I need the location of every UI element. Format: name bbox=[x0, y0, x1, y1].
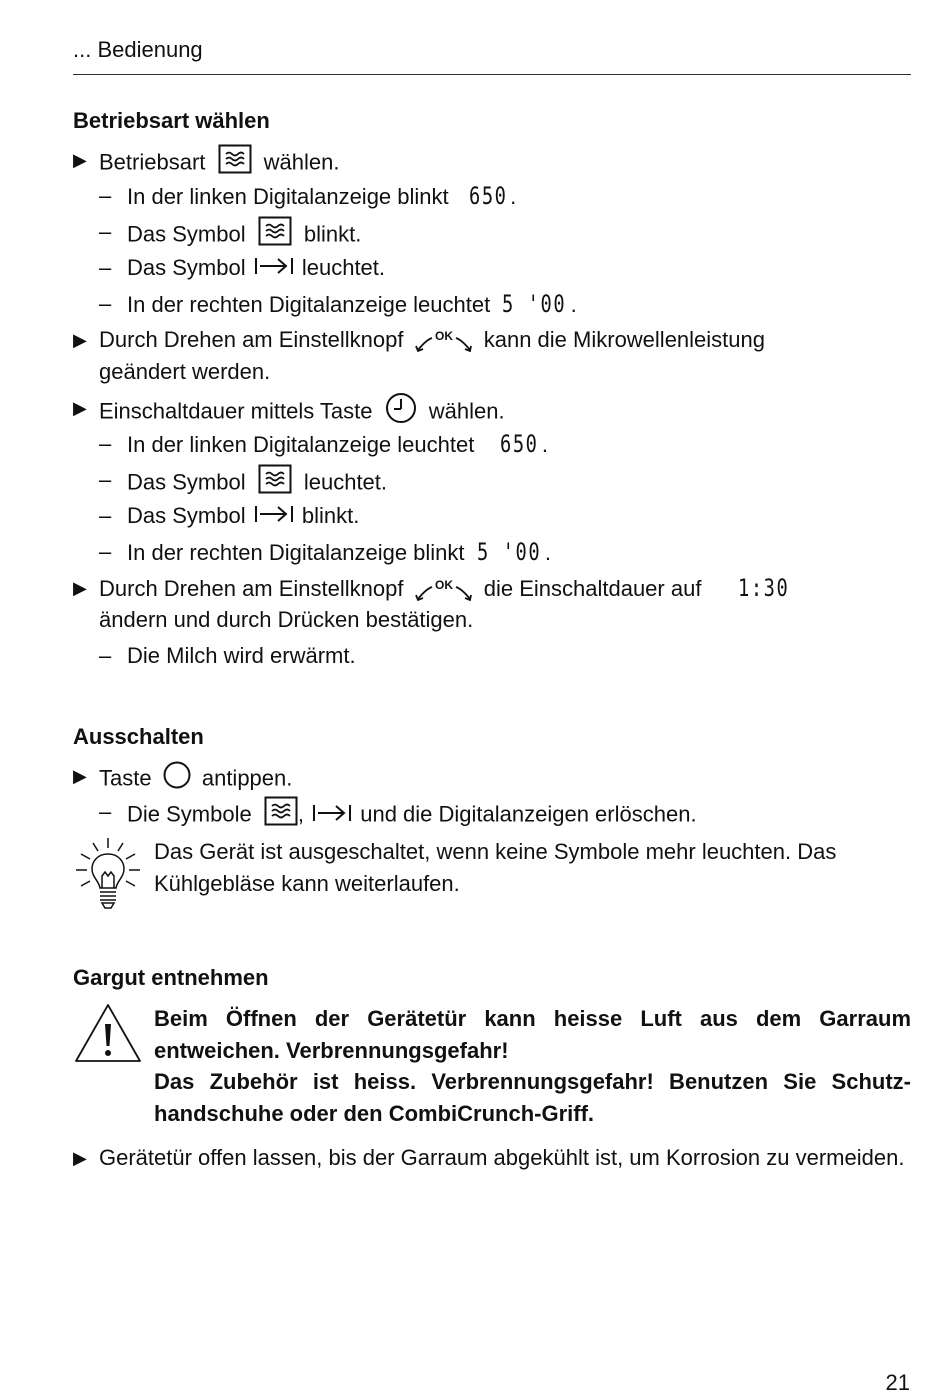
step-knob-duration: Durch Drehen am Einstellknopf OK die Einschaltdauer auf 1:30 bbox=[99, 574, 789, 602]
duration-arrow-icon bbox=[254, 253, 294, 285]
sub-step-symbols-off: Die Symbole , und die Digitalanzeigen erlöschen. bbox=[127, 796, 697, 835]
step-knob-power: Durch Drehen am Einstellknopf OK kann die Mikrowellenleistung bbox=[99, 324, 911, 356]
sub-step-left-display-blink: In der linken Digitalanzeige blinkt 650 . bbox=[127, 182, 517, 210]
sub-step-duration-blink: Das Symbol blinkt. bbox=[127, 500, 359, 533]
manual-page: ... Bedienung Betriebsart wählen ▶ Betriebsart wählen. – In der linken Digitalanzeige blinkt 650 . – Das Symbol blinkt. – Das Symbol leuchtet. – In der rechten Digitalanzeige leuchtet 5 '00 . ▶ Durch Drehen am Einstellknopf OK kann die Mikrowellenleistung geändert werden. ▶ Einschaltdauer mittels Taste wählen. – In der linken Digitalanzeige leuchtet 650 . – Das Symbol leuchtet. – Das Symbol blinkt. – In der rechten Digitalanzeige blinkt 5 '00 . ▶ Durch Drehen am Einstellknopf OK die Einschaltdauer auf 1:30 ändern und durch Drücken bestätigen. – Die Milch wird erwärmt. Ausschalten ▶ Taste antippen. – Die Symbole , und die Digitalanzeigen erlöschen. Das Gerät ist ausgeschaltet, wenn keine Symbole mehr leuchten. Das Kühlgebläse kann weiterlaufen. Gargut entnehmen Beim Öffnen der Gerätetür kann heisse Luft aus dem Garraum entweichen. Verbrennungsgefahr! Das Zubehör ist heiss. Verbrennungsgefahr! Benutzen Sie Schutz-handschuhe oder den CombiCrunch-Griff. ▶ Gerätetür offen lassen, bis der Garraum abgekühlt ist, um Korrosion zu vermeiden. 21 bbox=[0, 0, 950, 1388]
digital-display-value: 1:30 bbox=[737, 574, 789, 602]
duration-arrow-icon bbox=[312, 800, 352, 832]
digital-display-value: 5 '00 bbox=[476, 538, 541, 566]
step-text: wählen. bbox=[263, 149, 340, 175]
sub-step-right-display-blink: In der rechten Digitalanzeige blinkt 5 '00 . bbox=[127, 538, 552, 566]
sub-step-duration-symbol: Das Symbol leuchtet. bbox=[127, 252, 385, 285]
rotary-knob-icon bbox=[414, 328, 474, 354]
microwave-mode-icon bbox=[258, 216, 292, 255]
page-number: 21 bbox=[885, 1370, 910, 1395]
bullet-triangle-icon: ▶ bbox=[73, 330, 87, 350]
sub-step-symbol-blink: Das Symbol blinkt. bbox=[127, 216, 361, 255]
bullet-triangle-icon: ▶ bbox=[73, 1148, 87, 1168]
sub-step-left-display-lit: In der linken Digitalanzeige leuchtet 650 . bbox=[127, 430, 548, 458]
digital-display-value: 650 bbox=[500, 430, 539, 458]
microwave-mode-icon bbox=[218, 144, 252, 183]
microwave-mode-icon bbox=[264, 796, 298, 835]
step-duration-key: Einschaltdauer mittels Taste wählen. bbox=[99, 392, 911, 433]
digital-display-value: 650 bbox=[468, 182, 508, 210]
warning-text-hot-air: Beim Öffnen der Gerätetür kann heisse Luft aus dem Garraum entweichen. Verbrennungsgefahr! bbox=[154, 1006, 911, 1063]
sub-step-milk: Die Milch wird erwärmt. bbox=[127, 643, 356, 668]
sub-step-symbol-lit: Das Symbol leuchtet. bbox=[127, 464, 387, 503]
duration-arrow-icon bbox=[254, 501, 294, 533]
clock-icon bbox=[385, 392, 417, 433]
section-title-ausschalten: Ausschalten bbox=[73, 724, 204, 749]
step-knob-power-line2: geändert werden. bbox=[99, 359, 271, 384]
section-title-betriebsart: Betriebsart wählen bbox=[73, 108, 270, 133]
sub-step-right-display: In der rechten Digitalanzeige leuchtet 5 '00 . bbox=[127, 290, 577, 318]
bullet-triangle-icon: ▶ bbox=[73, 766, 87, 786]
bullet-triangle-icon: ▶ bbox=[73, 578, 87, 598]
tip-text: Das Gerät ist ausgeschaltet, wenn keine Symbole mehr leuchten. Das Kühlgebläse kann weiterlaufen. bbox=[154, 839, 837, 896]
section-title-gargut: Gargut entnehmen bbox=[73, 965, 269, 990]
step-text: Betriebsart bbox=[99, 149, 206, 175]
step-door-open: Gerätetür offen lassen, bis der Garraum abgekühlt ist, um Korrosion zu vermeiden. bbox=[99, 1145, 905, 1170]
rotary-knob-icon bbox=[414, 577, 474, 603]
svg-text:OK: OK bbox=[434, 329, 453, 344]
warning-triangle-icon bbox=[73, 1002, 143, 1073]
step-off-key: Taste antippen. bbox=[99, 760, 911, 799]
bullet-triangle-icon: ▶ bbox=[73, 150, 87, 170]
circle-off-icon bbox=[162, 760, 192, 799]
digital-display-value: 5 '00 bbox=[502, 290, 567, 318]
bullet-triangle-icon: ▶ bbox=[73, 398, 87, 418]
header-divider bbox=[73, 74, 911, 75]
page-header: ... Bedienung bbox=[73, 37, 203, 62]
microwave-mode-icon bbox=[258, 464, 292, 503]
warning-text-hot-accessory: Das Zubehör ist heiss. Verbrennungsgefahr! Benutzen Sie Schutz-handschuhe oder den CombiCrunch-Griff. bbox=[154, 1069, 911, 1126]
lightbulb-icon bbox=[73, 836, 143, 921]
step-betriebsart bbox=[99, 144, 911, 183]
step-knob-duration-line2: ändern und durch Drücken bestätigen. bbox=[99, 607, 474, 632]
svg-text:OK: OK bbox=[434, 578, 453, 593]
